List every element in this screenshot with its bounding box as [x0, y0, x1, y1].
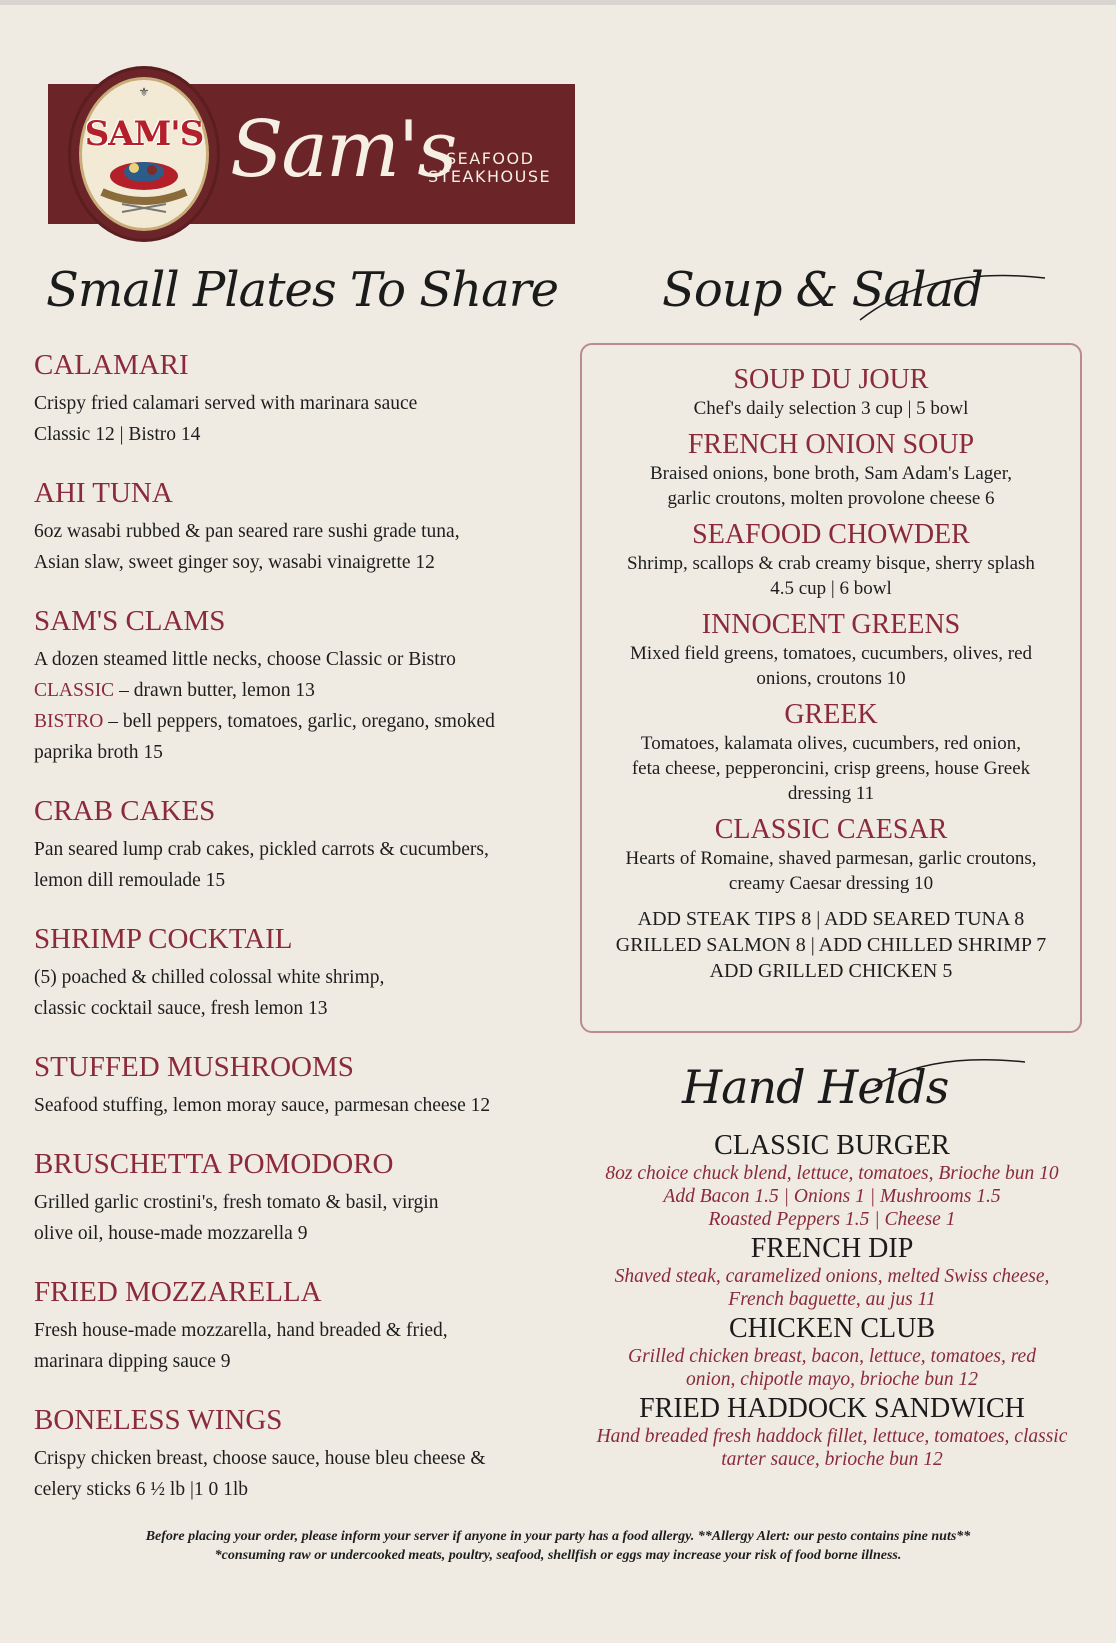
item-name: FRENCH DIP	[750, 1233, 914, 1264]
item-description: dressing 11	[787, 783, 875, 804]
menu-item-soup-du-jour	[585, 364, 1077, 421]
addon-line: ADD STEAK TIPS 8 | ADD SEARED TUNA 8	[637, 908, 1025, 930]
item-name: BONELESS WINGS	[34, 1404, 283, 1436]
menu-item-fried-haddock	[572, 1393, 1092, 1471]
soup-salad-title: Soup & Salad	[662, 262, 983, 318]
item-description: Asian slaw, sweet ginger soy, wasabi vinaigrette 12	[34, 552, 435, 573]
item-name: SAM'S CLAMS	[34, 605, 226, 637]
menu-item-fried-mozzarella	[34, 1275, 554, 1377]
item-name: CLASSIC CAESAR	[714, 814, 948, 845]
brand-subtitle	[428, 150, 568, 186]
item-description: onions, croutons 10	[756, 668, 906, 689]
item-name: CRAB CAKES	[34, 795, 216, 827]
brand-sub-steakhouse: STEAKHOUSE	[428, 167, 552, 186]
item-description: Fresh house-made mozzarella, hand breaded & fried,	[34, 1320, 448, 1341]
item-description: Hand breaded fresh haddock fillet, lettuce, tomatoes, classic	[596, 1426, 1068, 1447]
item-description: olive oil, house-made mozzarella 9	[34, 1223, 308, 1244]
small-plates-title: Small Plates To Share	[46, 262, 559, 318]
item-description: French baguette, au jus 11	[728, 1289, 936, 1310]
hand-title-flourish-icon	[870, 1052, 1030, 1092]
option-text: – drawn butter, lemon 13	[114, 680, 315, 701]
item-description: Pan seared lump crab cakes, pickled carrots & cucumbers,	[34, 839, 489, 860]
hand-helds-list	[572, 1130, 1092, 1473]
item-description: Shrimp, scallops & crab creamy bisque, sherry splash	[627, 553, 1035, 574]
item-description: onion, chipotle mayo, brioche bun 12	[686, 1369, 978, 1390]
item-description: Braised onions, bone broth, Sam Adam's Lager,	[649, 463, 1013, 484]
item-name: FRENCH ONION SOUP	[687, 429, 975, 460]
menu-item-classic-burger	[572, 1130, 1092, 1231]
item-description: lemon dill remoulade 15	[34, 870, 226, 891]
svg-text:⚜: ⚜	[138, 85, 150, 99]
item-description: Crispy chicken breast, choose sauce, house bleu cheese &	[34, 1448, 486, 1469]
item-name: BRUSCHETTA POMODORO	[34, 1148, 394, 1180]
menu-item-innocent-greens	[585, 609, 1077, 691]
menu-item-french-onion	[585, 429, 1077, 511]
item-description: Grilled chicken breast, bacon, lettuce, tomatoes, red	[628, 1346, 1036, 1367]
item-description: celery sticks 6 ½ lb |1 0 1lb	[34, 1479, 249, 1500]
item-description: paprika broth 15	[34, 742, 163, 763]
item-name: STUFFED MUSHROOMS	[34, 1051, 354, 1083]
item-description: 6oz wasabi rubbed & pan seared rare sushi grade tuna,	[34, 521, 460, 542]
addon-line: GRILLED SALMON 8 | ADD CHILLED SHRIMP 7	[615, 934, 1047, 956]
item-name: SEAFOOD CHOWDER	[692, 519, 970, 550]
menu-item-crab-cakes	[34, 794, 554, 896]
menu-item-classic-caesar	[585, 814, 1077, 896]
item-name: FRIED MOZZARELLA	[34, 1276, 322, 1308]
logo-crest-icon	[82, 80, 206, 228]
item-description: tarter sauce, brioche bun 12	[721, 1449, 943, 1470]
item-description: Chef's daily selection 3 cup | 5 bowl	[693, 398, 969, 419]
addon-line: ADD GRILLED CHICKEN 5	[709, 960, 953, 982]
item-description: marinara dipping sauce 9	[34, 1351, 231, 1372]
brand-script-name: Sam's	[230, 105, 456, 195]
item-description: feta cheese, pepperoncini, crisp greens, house Greek	[631, 758, 1031, 779]
item-name: SHRIMP COCKTAIL	[34, 923, 293, 955]
item-name: CLASSIC BURGER	[714, 1130, 950, 1161]
top-rule	[0, 0, 1116, 5]
item-description: Shaved steak, caramelized onions, melted Swiss cheese,	[614, 1266, 1050, 1287]
clams-classic-option	[34, 675, 554, 706]
item-name: SOUP DU JOUR	[733, 364, 929, 395]
item-description: classic cocktail sauce, fresh lemon 13	[34, 998, 328, 1019]
menu-item-calamari	[34, 348, 554, 450]
item-description: Seafood stuffing, lemon moray sauce, parmesan cheese 12	[34, 1095, 491, 1116]
item-name: GREEK	[784, 699, 878, 730]
item-name: AHI TUNA	[34, 477, 173, 509]
item-description: 8oz choice chuck blend, lettuce, tomatoes, Brioche bun 10	[605, 1163, 1059, 1184]
menu-item-shrimp-cocktail	[34, 922, 554, 1024]
salad-addons	[585, 906, 1077, 984]
menu-item-greek	[585, 699, 1077, 806]
brand-sub-seafood: SEAFOOD	[446, 149, 535, 168]
item-description: Grilled garlic crostini's, fresh tomato & basil, virgin	[34, 1192, 439, 1213]
option-label: CLASSIC	[34, 680, 115, 701]
item-description: Tomatoes, kalamata olives, cucumbers, red onion,	[640, 733, 1022, 754]
menu-item-seafood-chowder	[585, 519, 1077, 601]
item-description: Hearts of Romaine, shaved parmesan, garlic croutons,	[625, 848, 1037, 869]
item-name: CALAMARI	[34, 349, 189, 381]
clams-bistro-option	[34, 706, 554, 737]
item-description: 4.5 cup | 6 bowl	[770, 578, 892, 599]
item-description: Roasted Peppers 1.5 | Cheese 1	[708, 1209, 956, 1230]
menu-item-ahi-tuna	[34, 476, 554, 578]
menu-item-sams-clams	[34, 604, 554, 768]
menu-item-bruschetta	[34, 1147, 554, 1249]
footer-allergy-line: Before placing your order, please inform your server if anyone in your party has a food allergy. **Allergy Alert: our pesto contains pine nuts**	[145, 1529, 971, 1544]
item-description: Mixed field greens, tomatoes, cucumbers, olives, red	[629, 643, 1033, 664]
menu-item-chicken-club	[572, 1313, 1092, 1391]
soup-title-flourish-icon	[850, 270, 1050, 330]
item-description: A dozen steamed little necks, choose Classic or Bistro	[34, 649, 456, 670]
option-label: BISTRO	[34, 711, 104, 732]
menu-item-french-dip	[572, 1233, 1092, 1311]
logo-wordmark: SAM'S	[84, 114, 204, 154]
hand-helds-title: Hand Helds	[682, 1060, 949, 1114]
allergy-footer	[20, 1527, 1096, 1565]
option-text: – bell peppers, tomatoes, garlic, oregano, smoked	[103, 711, 495, 732]
item-name: FRIED HADDOCK SANDWICH	[639, 1393, 1025, 1424]
item-description: Crispy fried calamari served with marinara sauce	[34, 393, 418, 414]
item-description: (5) poached & chilled colossal white shrimp,	[34, 967, 385, 988]
soup-salad-list	[585, 364, 1077, 984]
item-description: Add Bacon 1.5 | Onions 1 | Mushrooms 1.5	[663, 1186, 1001, 1207]
item-description: creamy Caesar dressing 10	[728, 873, 934, 894]
item-name: CHICKEN CLUB	[728, 1313, 936, 1344]
item-description: garlic croutons, molten provolone cheese 6	[667, 488, 995, 509]
logo-seal	[68, 66, 220, 242]
item-name: INNOCENT GREENS	[701, 609, 961, 640]
menu-item-stuffed-mushrooms	[34, 1050, 554, 1121]
menu-item-boneless-wings	[34, 1403, 554, 1505]
logo-seal-inner	[79, 77, 209, 231]
footer-raw-warning-line: *consuming raw or undercooked meats, poultry, seafood, shellfish or eggs may increase your risk of food borne illness.	[214, 1548, 902, 1563]
item-price: Classic 12 | Bistro 14	[34, 424, 201, 445]
small-plates-list	[34, 348, 554, 1531]
